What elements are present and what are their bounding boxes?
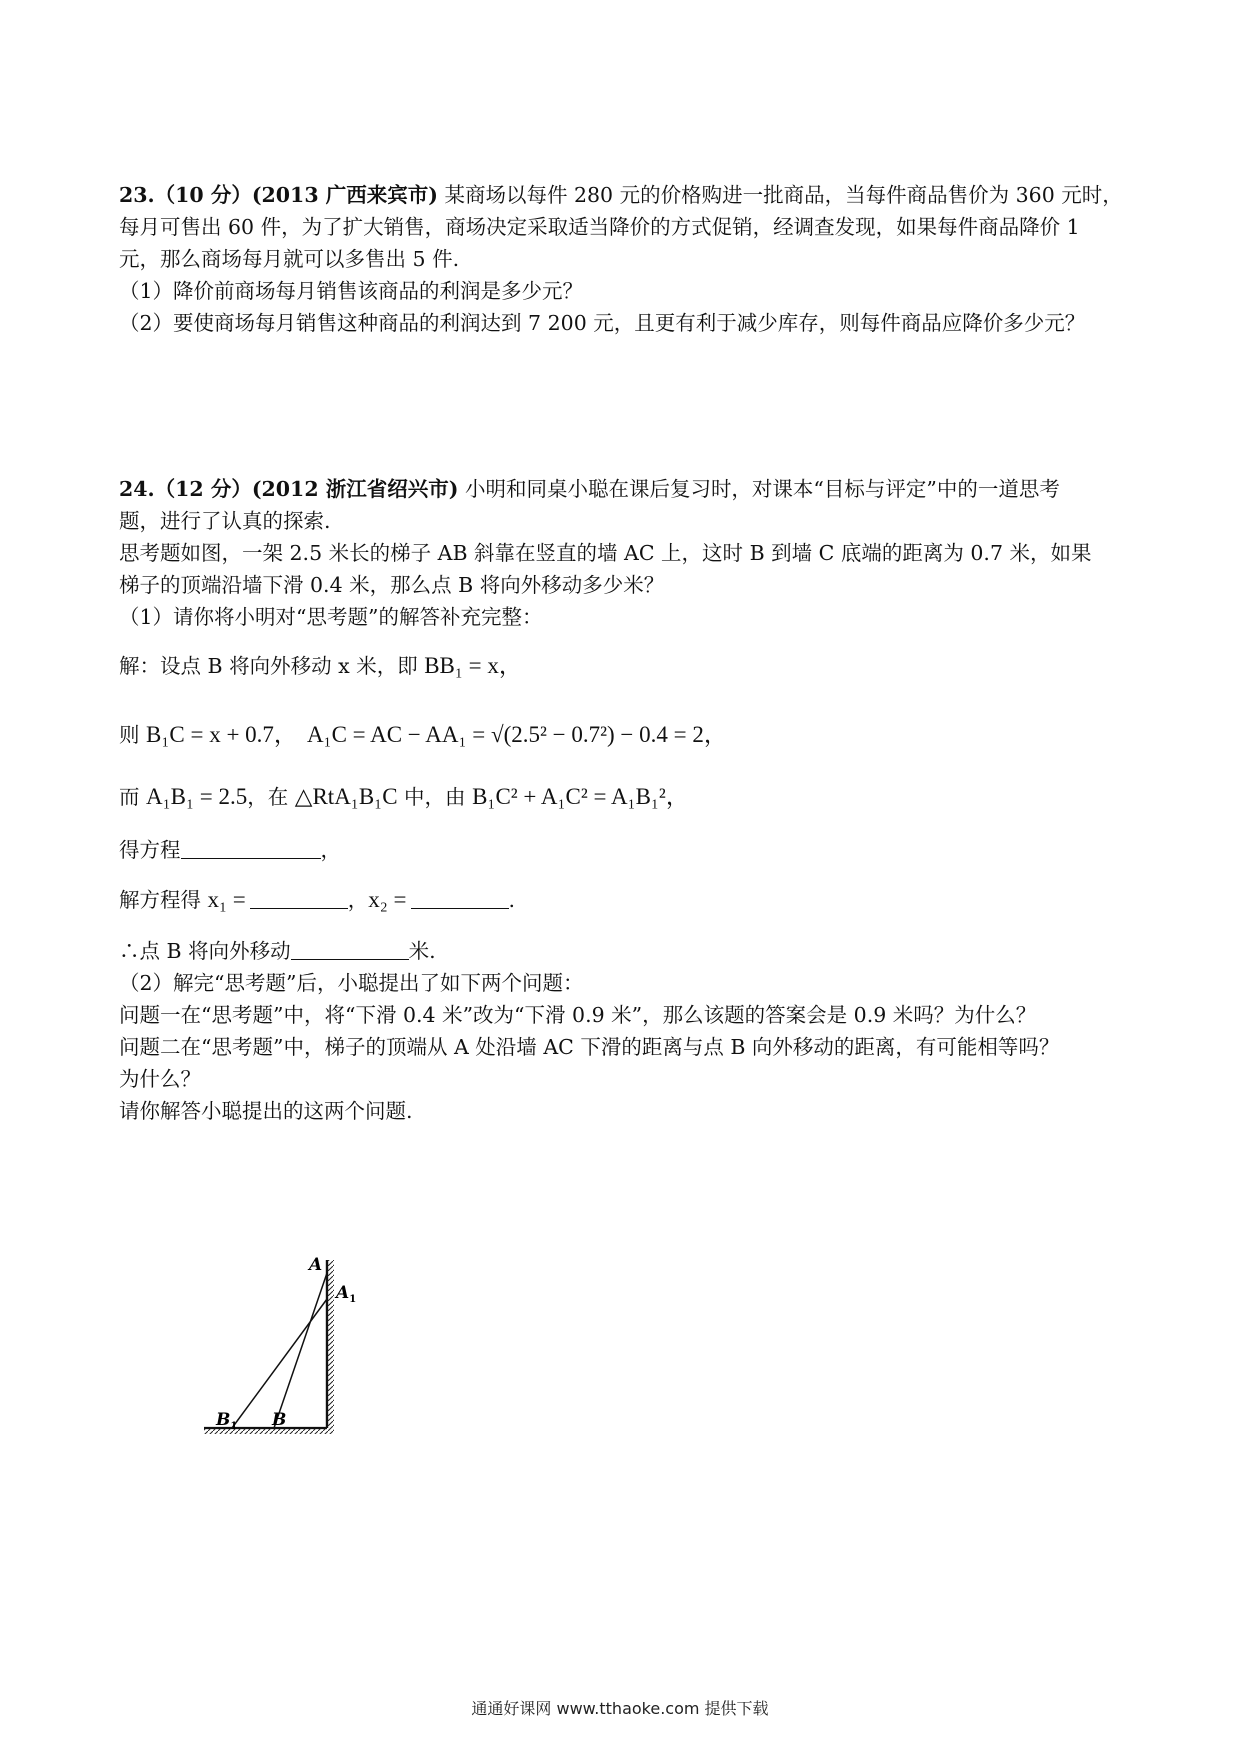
q24-problem-line1: 思考题如图，一架 2.5 米长的梯子 AB 斜靠在竖直的墙 AC 上，这时 B 到墙 C 底端的距离为 0.7 米，如果 [119, 541, 1092, 565]
label-A1 [334, 1283, 356, 1305]
q23-part2: （2）要使商场每月销售这种商品的利润达到 7 200 元，且更有利于减少库存，则每件商品应降价多少元？ [119, 311, 1086, 335]
x1-blank[interactable] [250, 888, 348, 909]
q24-line2: 题，进行了认真的探索. [119, 509, 331, 533]
x2-separator: ， [347, 888, 369, 912]
solve-label: 解方程得 [119, 888, 208, 912]
solution-line3-prefix: 而 [119, 785, 147, 809]
equation-suffix: ， [320, 838, 341, 862]
label-B1-sub: 1 [230, 1421, 238, 1432]
q24-question2-line1: 问题二在“思考题”中，梯子的顶端从 A 处沿墙 AC 下滑的距离与点 B 向外移动的距离，有可能相等吗？ [119, 1035, 1060, 1059]
q24-part2-intro: （2）解完“思考题”后，小聪提出了如下两个问题： [119, 971, 584, 995]
q24-problem-line2: 梯子的顶端沿墙下滑 0.4 米，那么点 B 将向外移动多少米？ [119, 573, 665, 597]
ladder-A1B1 [232, 1299, 327, 1428]
q24-question2-line2: 为什么？ [119, 1067, 201, 1091]
solution-line3-mid2: 中，由 [397, 785, 473, 809]
conclusion-prefix: ∴点 B 将向外移动 [119, 939, 291, 963]
x2-blank[interactable] [411, 888, 509, 909]
conclusion-suffix: 米. [408, 939, 436, 963]
q24-part1-intro: （1）请你将小明对“思考题”的解答补充完整： [119, 605, 543, 629]
q24-heading: 24.（12 分）(2012 浙江省绍兴市) [119, 477, 459, 501]
q23-line3: 元，那么商场每月就可以多售出 5 件. [119, 247, 460, 271]
label-A1-letter: A [336, 1283, 350, 1303]
solve-suffix: . [508, 888, 516, 912]
equation-line [119, 836, 341, 864]
solution-line3-math-a: A₁B₁ = 2.5 [146, 784, 248, 809]
ladder-AB [274, 1273, 327, 1428]
x1-label: x₁ = [207, 887, 246, 912]
solution-line3-math-c: B₁C² + A₁C² = A₁B₁²， [472, 784, 689, 809]
solution-line1-text: 解：设点 B 将向外移动 x 米，即 [119, 654, 425, 678]
page-footer: 通通好课网 www.tthaoke.com 提供下载 [471, 1699, 769, 1718]
solution-line1 [119, 652, 522, 680]
conclusion-line [119, 937, 436, 965]
label-A1-sub: 1 [349, 1294, 357, 1305]
q24-line1 [119, 475, 1060, 503]
q23-heading: 23.（10 分）(2013 广西来宾市) [119, 183, 438, 207]
solution-line2-math-b: A₁C = AC − AA₁ = √(2.5² − 0.7²) − 0.4 = 2， [306, 722, 727, 747]
solution-line2-prefix: 则 [119, 723, 147, 747]
q24-line1-text: 小明和同桌小聪在课后复习时，对课本“目标与评定”中的一道思考 [458, 477, 1060, 501]
solution-line1-math: BB₁ = x， [424, 653, 522, 678]
equation-label: 得方程 [119, 838, 181, 862]
label-A: A [309, 1255, 323, 1275]
solution-line3-math-b: △RtA₁B₁C [294, 784, 398, 809]
label-B1 [215, 1410, 237, 1432]
solve-line [119, 886, 515, 914]
solution-line2-math-a: B₁C = x + 0.7， [146, 722, 297, 747]
q24-question1: 问题一在“思考题”中，将“下滑 0.4 米”改为“下滑 0.9 米”，那么该题的答案会是 0.9 米吗？为什么？ [119, 1003, 1037, 1027]
solution-line2 [119, 721, 727, 749]
solution-line3 [119, 783, 689, 811]
q23-part1: （1）降价前商场每月销售该商品的利润是多少元？ [119, 279, 584, 303]
conclusion-blank[interactable] [291, 939, 409, 960]
label-B: B [272, 1410, 287, 1430]
equation-blank[interactable] [181, 838, 321, 859]
label-B1-letter: B [216, 1410, 231, 1430]
x2-label: x₂ = [368, 887, 407, 912]
q24-closing: 请你解答小聪提出的这两个问题. [119, 1099, 413, 1123]
q23-line2: 每月可售出 60 件，为了扩大销售，商场决定采取适当降价的方式促销，经调查发现，如果每件商品降价 1 [119, 215, 1080, 239]
q23-line1 [119, 181, 1123, 209]
solution-line3-mid: ，在 [247, 785, 295, 809]
q23-line1-text: 某商场以每件 280 元的价格购进一批商品，当每件商品售价为 360 元时， [437, 183, 1123, 207]
ladder-figure [198, 1246, 358, 1436]
